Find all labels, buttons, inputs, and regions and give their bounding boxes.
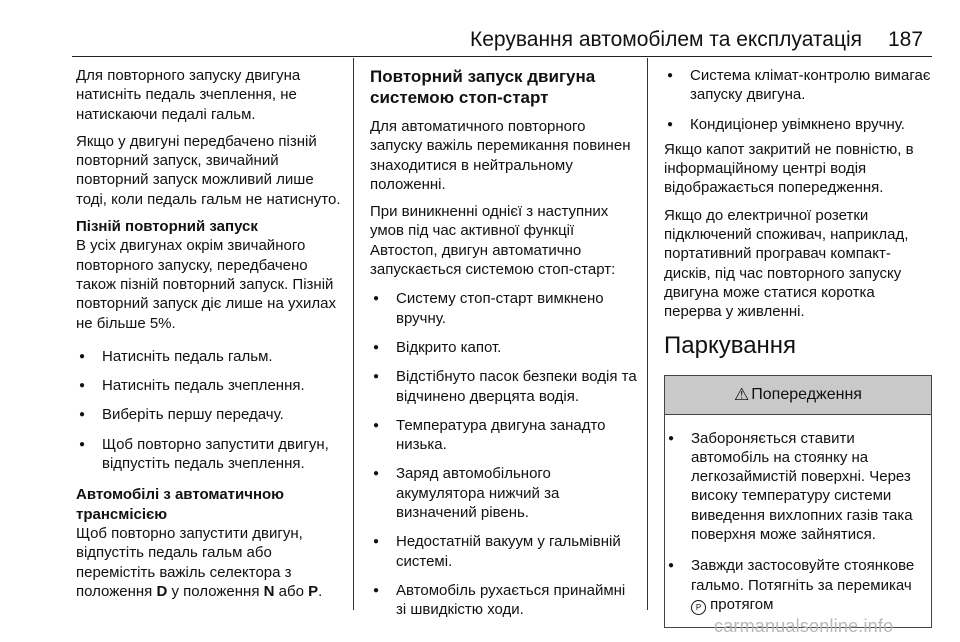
list-item: ● Кондиціонер увімкнено вручну.	[664, 115, 932, 134]
list-item: ● Недостатній вакуум у гальмівній системі.	[370, 532, 638, 571]
watermark: carmanualsonline.info	[714, 616, 894, 636]
list-item: ● Відкрито капот.	[370, 338, 638, 357]
paragraph: Якщо у двигуні передбачено пізній повторний запуск, звичайний повторний запуск можливий лише тоді, коли педаль гальм не натиснуто.	[76, 132, 341, 208]
bullet-list	[664, 66, 932, 134]
section-heading-parking: Паркування	[664, 331, 797, 359]
paragraph: Якщо капот закритий не повністю, в інформаційному центрі водія відображається попередження.	[664, 140, 914, 197]
column-divider-2	[647, 58, 648, 610]
text-run: .	[318, 582, 323, 600]
text-run: у положення	[167, 582, 264, 600]
subheading-automatic: Автомобілі з автоматичною трансмісією	[76, 486, 284, 523]
bullet-list	[370, 289, 638, 619]
column-2	[370, 66, 638, 632]
subheading-late-restart: Пізній повторний запуск	[76, 218, 258, 236]
page-header	[0, 0, 960, 58]
list-item: ● Натисніть педаль зчеплення.	[76, 376, 344, 395]
column-1	[76, 66, 344, 609]
list-item: ● Автомобіль рухається принаймні зі швидкістю ходи.	[370, 581, 638, 620]
text-run: Щоб повторно запустити двигун, відпустіть педаль гальм або перемістіть важіль селектора з положення	[76, 524, 303, 600]
bullet-list	[665, 429, 921, 615]
list-item: ● Система клімат-контролю вимагає запуску двигуна.	[664, 66, 932, 105]
warning-title: Попередження	[751, 385, 862, 403]
list-item: ● Забороняється ставити автомобіль на стоянку на легкозаймистій поверхні. Через високу температуру системи виведення вихлопних газів така поверхня може зайнятися.	[665, 429, 921, 545]
text-run: Завжди застосовуйте стоянкове гальмо. Потягніть за перемикач	[691, 557, 915, 594]
bullet-list	[76, 347, 344, 473]
gear-position-n: N	[263, 582, 275, 600]
warning-body	[665, 415, 931, 615]
list-item: ● Натисніть педаль гальм.	[76, 347, 344, 366]
column-divider-1	[353, 58, 354, 610]
list-item	[665, 556, 921, 615]
paragraph: При виникненні однієї з наступних умов під час активної функції Автостоп, двигун автоматично запускається системою стоп-старт:	[370, 203, 616, 279]
text-run: або	[274, 582, 309, 600]
header-rule	[72, 56, 932, 57]
gear-position-p: P	[308, 582, 319, 600]
list-item: ● Температура двигуна занадто низька.	[370, 416, 638, 455]
list-item: ● Систему стоп-старт вимкнено вручну.	[370, 289, 638, 328]
gear-position-d: D	[156, 582, 168, 600]
paragraph: Для повторного запуску двигуна натисніть педаль зчеплення, не натискаючи педалі гальм.	[76, 67, 301, 123]
warning-header	[665, 376, 931, 415]
chapter-title: Керування автомобілем та експлуатація	[470, 28, 863, 51]
paragraph: Якщо до електричної розетки підключений споживач, наприклад, портативний програвач компакт-дисків, під час повторного запуску двигуна може статися коротка перерва у живленні.	[664, 206, 909, 321]
list-item: ● Заряд автомобільного акумулятора нижчий за визначений рівень.	[370, 464, 638, 522]
page-number: 187	[888, 28, 924, 51]
list-item: ● Виберіть першу передачу.	[76, 405, 344, 424]
paragraph: В усіх двигунах окрім звичайного повторного запуску, передбачено також пізній повторний запуск. Пізній повторний запуск діє лише на ухилах не більше 5%.	[76, 237, 336, 332]
warning-box	[664, 375, 932, 628]
column-3	[664, 66, 932, 628]
list-item: ● Щоб повторно запустити двигун, відпустіть педаль зчеплення.	[76, 435, 344, 474]
paragraph: Для автоматичного повторного запуску важіль перемикання повинен знаходитися в нейтральному положенні.	[370, 118, 631, 193]
warning-triangle-icon: ⚠	[734, 384, 750, 404]
section-heading-stop-start-restart: Повторний запуск двигуна системою стоп-старт	[370, 67, 596, 107]
text-run: протягом	[706, 595, 774, 613]
parking-brake-icon: P	[691, 600, 706, 615]
list-item: ● Відстібнуто пасок безпеки водія та відчинено дверцята водія.	[370, 367, 638, 406]
paragraph	[76, 524, 344, 601]
